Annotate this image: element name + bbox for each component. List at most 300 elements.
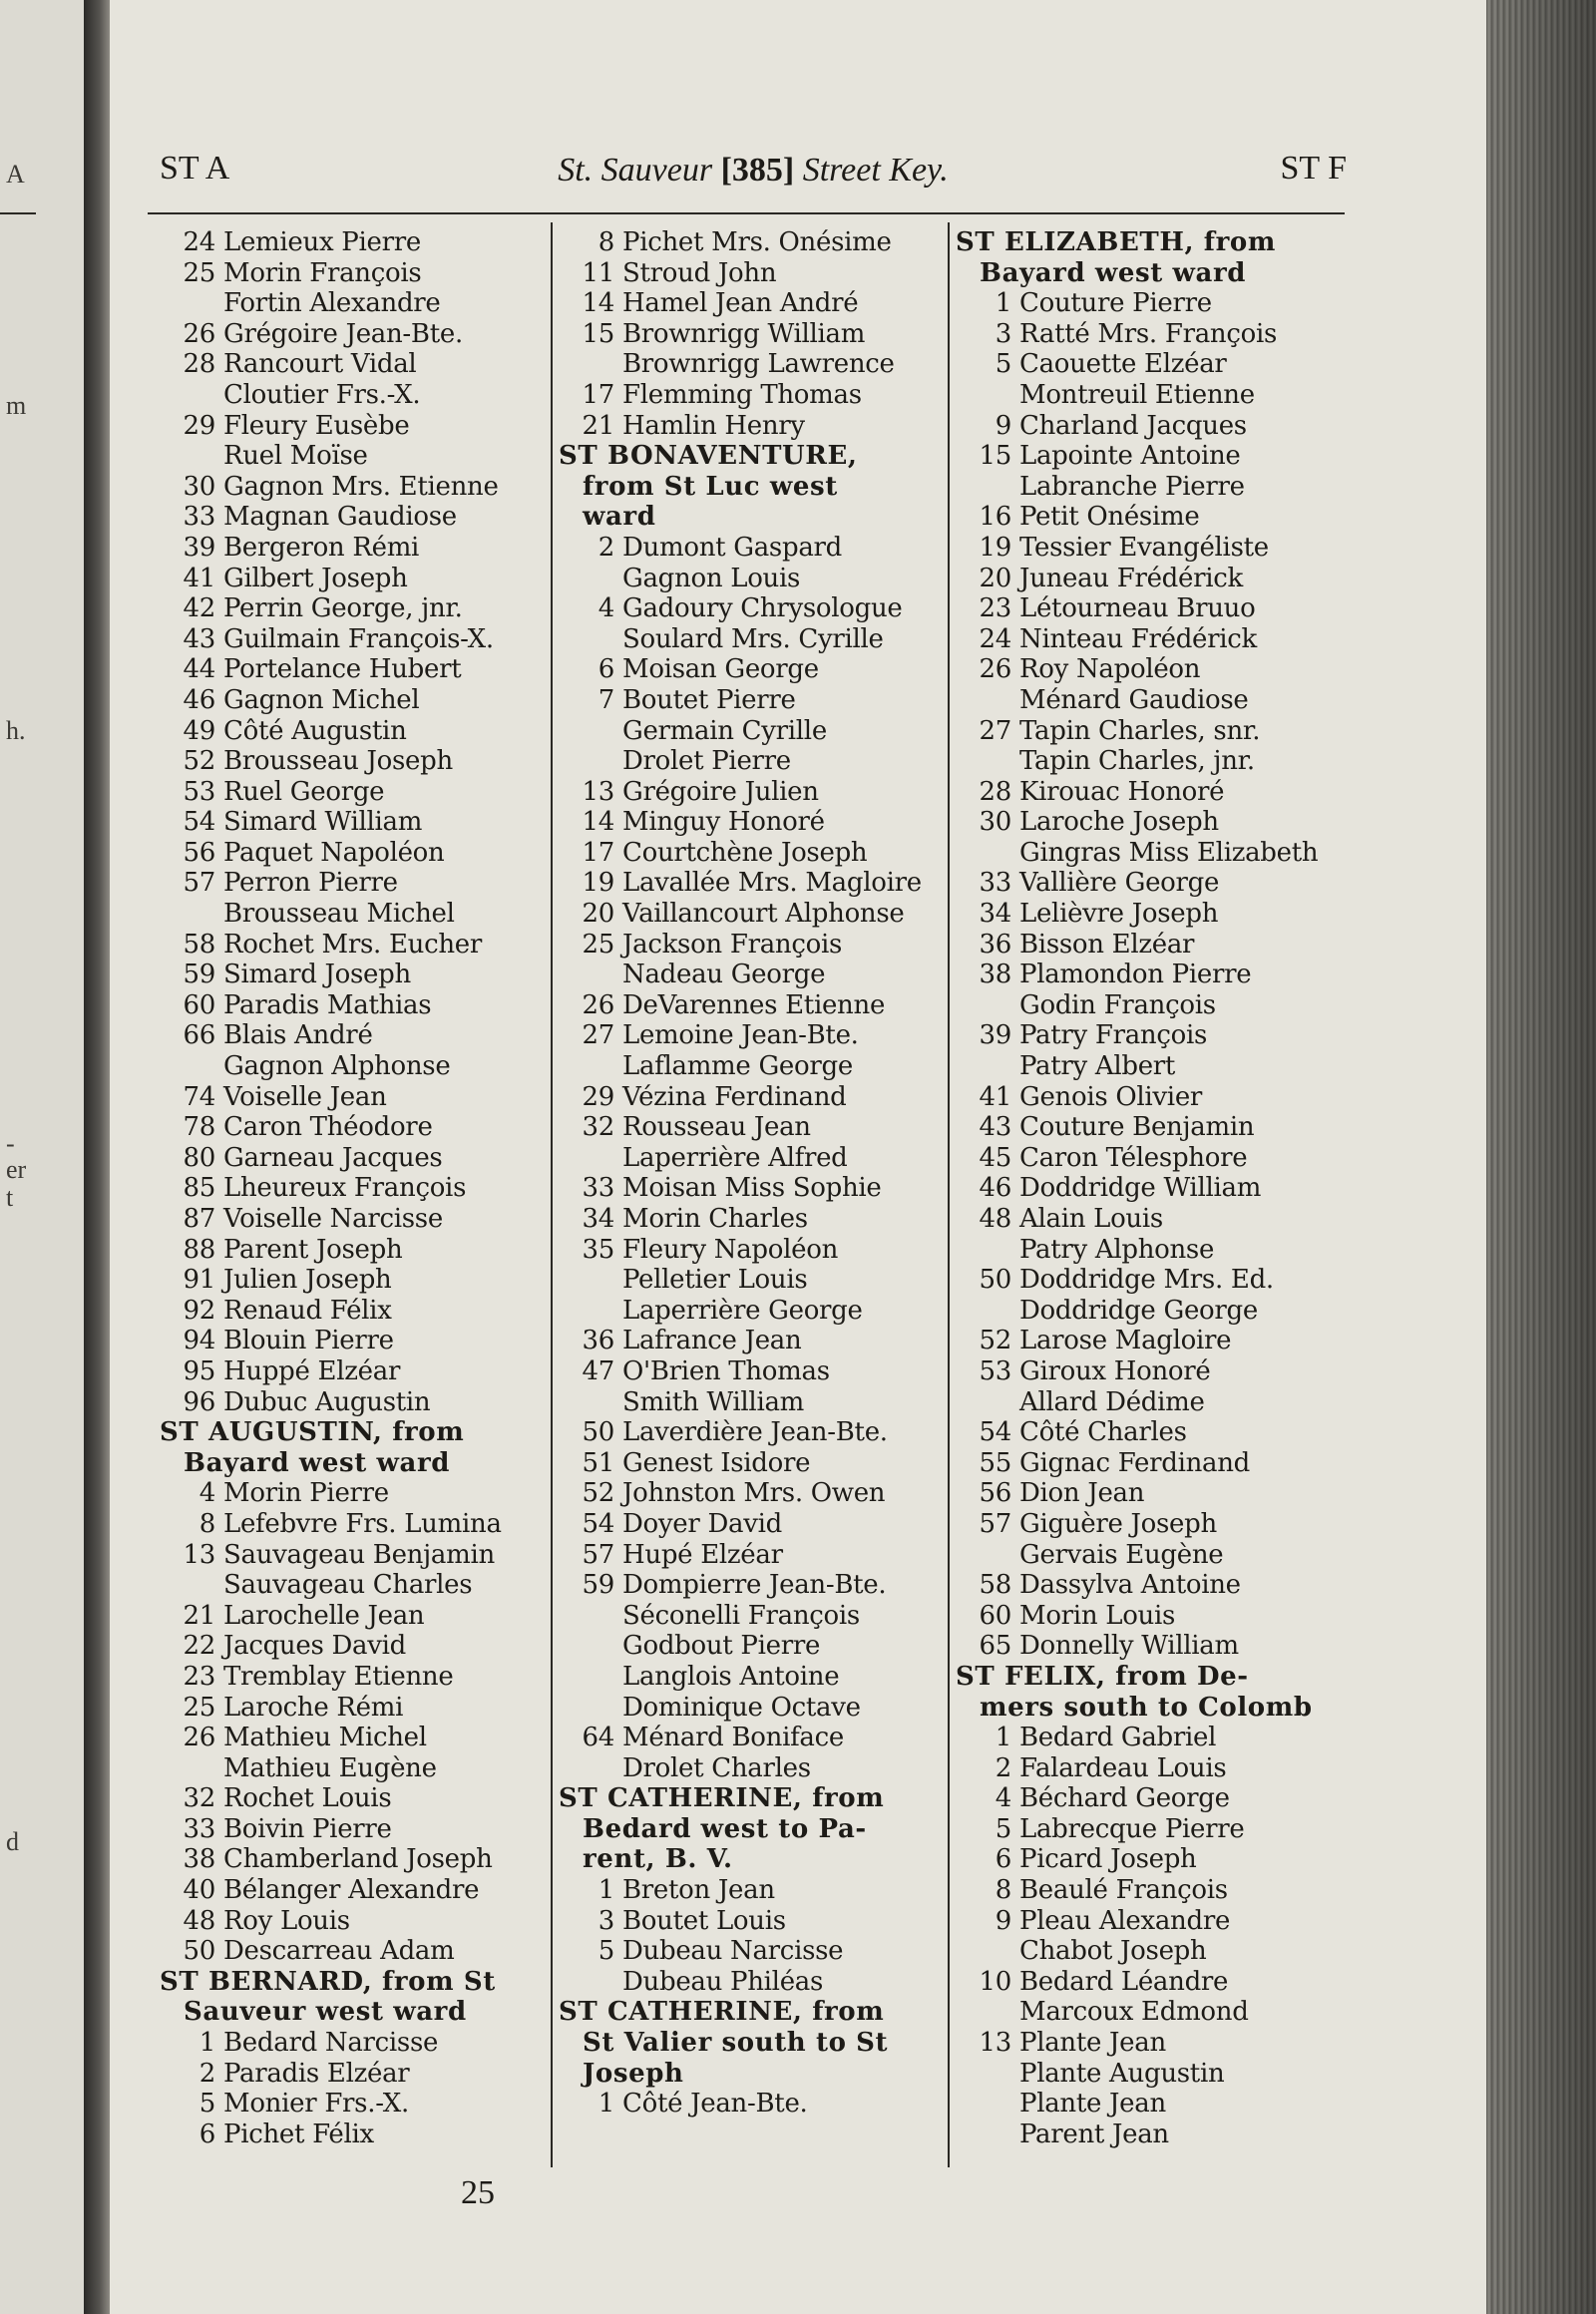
house-number: 15 — [582, 318, 614, 349]
resident-name: Vézina Ferdinand — [622, 1081, 847, 1112]
resident-entry — [160, 685, 549, 716]
house-number: 1 — [199, 2028, 215, 2059]
house-number: 91 — [183, 1265, 215, 1296]
street-heading: ward — [583, 502, 656, 533]
resident-name: Fortin Alexandre — [223, 288, 441, 319]
resident-name: Breton Jean — [622, 1875, 775, 1906]
resident-name: Huppé Elzéar — [223, 1355, 401, 1386]
house-number: 59 — [582, 1570, 614, 1601]
resident-entry — [160, 807, 549, 838]
house-number: 43 — [979, 1112, 1011, 1143]
resident-entry — [559, 349, 943, 380]
house-number: 26 — [979, 654, 1011, 685]
house-number: 48 — [183, 1905, 215, 1936]
house-number: 5 — [598, 1936, 614, 1967]
house-number: 4 — [995, 1783, 1011, 1814]
resident-entry — [956, 1235, 1345, 1266]
column-divider — [551, 222, 553, 2167]
resident-entry — [956, 1753, 1345, 1784]
resident-name: Perron Pierre — [223, 868, 398, 899]
resident-name: Vaillancourt Alphonse — [622, 899, 905, 930]
house-number: 1 — [995, 288, 1011, 319]
house-number: 33 — [183, 1813, 215, 1844]
house-number: 21 — [183, 1600, 215, 1631]
resident-name: Doyer David — [622, 1508, 782, 1539]
resident-entry — [160, 1693, 549, 1724]
house-number: 6 — [199, 2119, 215, 2149]
resident-name: Simard William — [223, 807, 423, 838]
house-number: 19 — [979, 532, 1011, 563]
house-number: 8 — [995, 1875, 1011, 1906]
resident-name: Godin François — [1019, 989, 1216, 1020]
house-number: 36 — [582, 1326, 614, 1356]
resident-entry — [956, 1783, 1345, 1814]
house-number: 57 — [979, 1508, 1011, 1539]
resident-name: Rochet Louis — [223, 1783, 392, 1814]
resident-name: Laroche Joseph — [1019, 807, 1219, 838]
house-number: 78 — [183, 1112, 215, 1143]
resident-entry — [956, 1051, 1345, 1082]
resident-name: Lapointe Antoine — [1019, 441, 1241, 472]
resident-name: Drolet Charles — [622, 1752, 811, 1783]
resident-entry — [956, 411, 1345, 442]
resident-entry — [160, 1844, 549, 1875]
house-number: 2 — [199, 2058, 215, 2089]
resident-entry — [956, 441, 1345, 472]
page-number: 25 — [461, 2174, 495, 2211]
resident-entry — [559, 716, 943, 747]
resident-entry — [956, 1204, 1345, 1235]
house-number: 9 — [995, 1905, 1011, 1936]
resident-name: Morin Louis — [1019, 1600, 1176, 1631]
resident-entry — [559, 1082, 943, 1113]
resident-name: Tapin Charles, jnr. — [1019, 746, 1255, 777]
street-heading: ST CATHERINE, from — [559, 1997, 885, 2028]
facing-page-fragment: er — [6, 1155, 27, 1184]
column-divider — [948, 222, 950, 2167]
resident-entry — [956, 1844, 1345, 1875]
resident-entry — [160, 990, 549, 1021]
resident-name: Gagnon Mrs. Etienne — [223, 471, 499, 502]
resident-name: Tremblay Etienne — [223, 1661, 454, 1692]
resident-entry — [559, 1662, 943, 1693]
resident-entry — [559, 1906, 943, 1937]
resident-entry — [559, 593, 943, 624]
house-number: 47 — [582, 1355, 614, 1386]
resident-name: Gagnon Louis — [622, 563, 801, 593]
resident-entry — [559, 1540, 943, 1571]
resident-name: Caron Télesphore — [1019, 1142, 1248, 1173]
resident-name: Fleury Eusèbe — [223, 410, 410, 441]
resident-name: Côté Charles — [1019, 1417, 1187, 1448]
header-left-key: ST A — [160, 150, 230, 187]
resident-name: Laverdière Jean-Bte. — [622, 1417, 888, 1448]
resident-name: Morin Charles — [622, 1204, 808, 1234]
resident-name: Ratté Mrs. François — [1019, 318, 1278, 349]
resident-name: Sauvageau Benjamin — [223, 1539, 495, 1570]
resident-name: Bélanger Alexandre — [223, 1875, 480, 1906]
resident-entry — [160, 1478, 549, 1509]
resident-name: Blais André — [223, 1020, 373, 1051]
house-number: 8 — [598, 227, 614, 257]
resident-name: Gignac Ferdinand — [1019, 1447, 1251, 1478]
resident-name: Bisson Elzéar — [1019, 929, 1195, 960]
resident-name: Marcoux Edmond — [1019, 1997, 1249, 2028]
house-number: 1 — [995, 1723, 1011, 1753]
resident-name: Hupé Elzéar — [622, 1539, 783, 1570]
resident-entry — [559, 1601, 943, 1632]
resident-name: Hamlin Henry — [622, 410, 805, 441]
house-number: 4 — [598, 593, 614, 624]
resident-entry — [160, 1936, 549, 1967]
resident-name: Lavallée Mrs. Magloire — [622, 868, 922, 899]
house-number: 10 — [979, 1966, 1011, 1997]
resident-name: Brousseau Joseph — [223, 746, 453, 777]
resident-name: Grégoire Jean-Bte. — [223, 318, 463, 349]
resident-name: Bedard Gabriel — [1019, 1723, 1217, 1753]
resident-entry — [160, 1265, 549, 1296]
house-number: 40 — [183, 1875, 215, 1906]
resident-entry — [160, 1906, 549, 1937]
house-number: 5 — [995, 349, 1011, 380]
house-number: 60 — [979, 1600, 1011, 1631]
resident-name: Paradis Mathias — [223, 989, 432, 1020]
house-number: 27 — [582, 1020, 614, 1051]
resident-entry — [956, 1723, 1345, 1753]
house-number: 46 — [183, 684, 215, 715]
resident-name: Mathieu Michel — [223, 1723, 427, 1753]
resident-name: Dassylva Antoine — [1019, 1570, 1241, 1601]
street-heading: St Valier south to St — [583, 2028, 889, 2059]
resident-entry — [559, 1235, 943, 1266]
facing-page-fragment: m — [6, 391, 27, 420]
house-number: 20 — [979, 563, 1011, 593]
street-heading: ST AUGUSTIN, from — [160, 1417, 465, 1448]
house-number: 85 — [183, 1173, 215, 1204]
resident-entry — [956, 716, 1345, 747]
house-number: 25 — [183, 257, 215, 288]
resident-name: Sauvageau Charles — [223, 1570, 473, 1601]
resident-entry — [160, 1783, 549, 1814]
resident-entry — [160, 868, 549, 899]
resident-name: Plante Augustin — [1019, 2058, 1225, 2089]
resident-entry — [160, 1753, 549, 1784]
resident-name: Létourneau Bruuo — [1019, 593, 1256, 624]
house-number: 41 — [979, 1081, 1011, 1112]
resident-name: Plante Jean — [1019, 2089, 1166, 2120]
resident-name: Morin Pierre — [223, 1478, 389, 1509]
house-number: 29 — [582, 1081, 614, 1112]
house-number: 49 — [183, 715, 215, 746]
resident-entry — [160, 1082, 549, 1113]
resident-entry — [160, 1051, 549, 1082]
house-number: 17 — [582, 837, 614, 868]
resident-name: Beaulé François — [1019, 1875, 1228, 1906]
resident-name: Grégoire Julien — [622, 776, 819, 807]
header-title — [160, 152, 1347, 190]
resident-name: Dompierre Jean-Bte. — [622, 1570, 887, 1601]
house-number: 74 — [183, 1081, 215, 1112]
house-number: 20 — [582, 899, 614, 930]
resident-name: Johnston Mrs. Owen — [622, 1478, 886, 1509]
house-number: 13 — [979, 2028, 1011, 2059]
header-title-part: Street Key. — [802, 152, 949, 189]
resident-entry — [956, 777, 1345, 808]
resident-name: Simard Joseph — [223, 960, 411, 990]
resident-name: Stroud John — [622, 257, 777, 288]
street-heading: mers south to Colomb — [980, 1692, 1313, 1723]
resident-entry — [956, 349, 1345, 380]
resident-name: Pelletier Louis — [622, 1265, 808, 1296]
house-number: 55 — [979, 1447, 1011, 1478]
resident-entry — [559, 1693, 943, 1724]
resident-name: Gadoury Chrysologue — [622, 593, 903, 624]
resident-name: Voiselle Jean — [223, 1081, 387, 1112]
resident-entry — [559, 1967, 943, 1998]
resident-name: Renaud Félix — [223, 1295, 392, 1326]
resident-entry — [559, 1509, 943, 1540]
resident-name: Allard Dédime — [1019, 1386, 1205, 1417]
house-number: 53 — [183, 776, 215, 807]
resident-entry — [559, 2089, 943, 2120]
resident-name: Gilbert Joseph — [223, 563, 408, 593]
street-heading: ST ELIZABETH, from — [956, 227, 1276, 257]
resident-entry — [160, 1173, 549, 1204]
resident-name: Jackson François — [622, 929, 843, 960]
resident-entry — [956, 288, 1345, 319]
house-number: 11 — [582, 257, 614, 288]
resident-name: Séconelli François — [622, 1600, 860, 1631]
resident-entry — [160, 1631, 549, 1662]
resident-name: Larochelle Jean — [223, 1600, 425, 1631]
house-number: 7 — [598, 684, 614, 715]
resident-entry — [160, 2120, 549, 2150]
resident-entry — [559, 533, 943, 564]
resident-entry — [559, 1356, 943, 1387]
resident-entry — [956, 1265, 1345, 1296]
resident-entry — [559, 1143, 943, 1174]
resident-name: Gagnon Alphonse — [223, 1051, 451, 1082]
column-1 — [160, 227, 549, 2149]
house-number: 3 — [995, 318, 1011, 349]
resident-entry — [160, 1601, 549, 1632]
page-edges — [1486, 0, 1596, 2314]
resident-name: Godbout Pierre — [622, 1631, 821, 1662]
street-heading: ST CATHERINE, from — [559, 1783, 885, 1814]
resident-entry — [160, 1509, 549, 1540]
resident-entry — [160, 319, 549, 350]
resident-name: Caron Théodore — [223, 1112, 433, 1143]
resident-name: Laflamme George — [622, 1051, 853, 1082]
house-number: 44 — [183, 654, 215, 685]
house-number: 64 — [582, 1723, 614, 1753]
resident-entry — [160, 380, 549, 411]
house-number: 66 — [183, 1020, 215, 1051]
resident-entry — [559, 380, 943, 411]
resident-entry — [956, 502, 1345, 533]
resident-name: Moisan George — [622, 654, 819, 685]
resident-name: Laperrière George — [622, 1295, 863, 1326]
house-number: 36 — [979, 929, 1011, 960]
street-heading: Bedard west to Pa- — [583, 1813, 867, 1844]
resident-name: Côté Jean-Bte. — [622, 2089, 808, 2120]
resident-name: Laroche Rémi — [223, 1692, 404, 1723]
resident-entry — [160, 564, 549, 594]
house-number: 80 — [183, 1142, 215, 1173]
house-number: 4 — [199, 1478, 215, 1509]
house-number: 14 — [582, 807, 614, 838]
resident-entry — [559, 1387, 943, 1418]
resident-name: Caouette Elzéar — [1019, 349, 1227, 380]
resident-entry — [160, 593, 549, 624]
resident-name: Picard Joseph — [1019, 1844, 1197, 1875]
house-number: 45 — [979, 1142, 1011, 1173]
header-rule — [148, 212, 1345, 214]
resident-name: Ninteau Frédérick — [1019, 623, 1258, 654]
resident-name: Falardeau Louis — [1019, 1752, 1227, 1783]
resident-name: Portelance Hubert — [223, 654, 462, 685]
resident-name: Roy Louis — [223, 1905, 350, 1936]
resident-entry — [559, 227, 943, 258]
house-number: 1 — [598, 2089, 614, 2120]
house-number: 29 — [183, 410, 215, 441]
resident-entry — [956, 1814, 1345, 1845]
house-number: 56 — [979, 1478, 1011, 1509]
house-number: 54 — [183, 807, 215, 838]
resident-entry — [559, 777, 943, 808]
resident-entry — [956, 746, 1345, 777]
resident-entry — [559, 654, 943, 685]
resident-name: Blouin Pierre — [223, 1326, 394, 1356]
resident-entry — [160, 716, 549, 747]
resident-name: Courtchène Joseph — [622, 837, 868, 868]
resident-name: Lafrance Jean — [622, 1326, 802, 1356]
resident-entry — [956, 1540, 1345, 1571]
resident-entry — [956, 2028, 1345, 2059]
resident-name: Boutet Pierre — [622, 684, 796, 715]
resident-name: Monier Frs.-X. — [223, 2089, 409, 2120]
house-number: 33 — [183, 502, 215, 533]
resident-entry — [160, 1540, 549, 1571]
resident-entry — [559, 746, 943, 777]
resident-name: Boutet Louis — [622, 1905, 786, 1936]
resident-name: Giguère Joseph — [1019, 1508, 1217, 1539]
resident-name: Donnelly William — [1019, 1631, 1239, 1662]
resident-entry — [559, 1723, 943, 1753]
house-number: 46 — [979, 1173, 1011, 1204]
resident-entry — [160, 1814, 549, 1845]
resident-name: Langlois Antoine — [622, 1661, 840, 1692]
resident-name: Laperrière Alfred — [622, 1142, 848, 1173]
resident-entry — [956, 807, 1345, 838]
resident-name: Genest Isidore — [622, 1447, 811, 1478]
resident-entry — [956, 1967, 1345, 1998]
resident-entry — [956, 1356, 1345, 1387]
resident-entry — [956, 472, 1345, 503]
resident-name: Mathieu Eugène — [223, 1752, 437, 1783]
resident-name: Kirouac Honoré — [1019, 776, 1225, 807]
resident-entry — [956, 1631, 1345, 1662]
resident-entry — [160, 624, 549, 655]
resident-entry — [956, 868, 1345, 899]
resident-entry — [160, 960, 549, 990]
resident-name: Perrin George, jnr. — [223, 593, 463, 624]
resident-name: Pleau Alexandre — [1019, 1905, 1231, 1936]
house-number: 25 — [582, 929, 614, 960]
resident-name: Parent Joseph — [223, 1234, 403, 1265]
resident-entry — [160, 1296, 549, 1327]
house-number: 48 — [979, 1204, 1011, 1234]
house-number: 38 — [979, 960, 1011, 990]
resident-name: Germain Cyrille — [622, 715, 827, 746]
resident-name: Garneau Jacques — [223, 1142, 443, 1173]
resident-entry — [956, 1448, 1345, 1479]
house-number: 92 — [183, 1295, 215, 1326]
resident-name: Vallière George — [1019, 868, 1220, 899]
resident-entry — [160, 288, 549, 319]
house-number: 57 — [183, 868, 215, 899]
resident-entry — [559, 1753, 943, 1784]
resident-entry — [559, 288, 943, 319]
resident-name: Bergeron Rémi — [223, 532, 420, 563]
resident-entry — [956, 319, 1345, 350]
resident-entry — [160, 899, 549, 930]
resident-entry — [160, 1112, 549, 1143]
street-heading: rent, B. V. — [583, 1844, 733, 1875]
resident-entry — [559, 564, 943, 594]
house-number: 30 — [183, 471, 215, 502]
resident-name: Nadeau George — [622, 960, 826, 990]
house-number: 57 — [582, 1539, 614, 1570]
resident-entry — [956, 685, 1345, 716]
street-heading: Bayard west ward — [184, 1447, 451, 1478]
resident-name: Julien Joseph — [223, 1265, 392, 1296]
resident-entry — [956, 533, 1345, 564]
running-header — [160, 150, 1347, 199]
resident-entry — [559, 1478, 943, 1509]
resident-name: Roy Napoléon — [1019, 654, 1201, 685]
resident-name: Juneau Frédérick — [1019, 563, 1243, 593]
house-number: 17 — [582, 379, 614, 410]
resident-entry — [559, 1875, 943, 1906]
resident-name: Morin François — [223, 257, 422, 288]
house-number: 33 — [582, 1173, 614, 1204]
house-number: 39 — [979, 1020, 1011, 1051]
resident-entry — [559, 1296, 943, 1327]
house-number: 87 — [183, 1204, 215, 1234]
resident-entry — [559, 1631, 943, 1662]
resident-name: Montreuil Etienne — [1019, 379, 1255, 410]
resident-name: DeVarennes Etienne — [622, 989, 886, 1020]
house-number: 34 — [979, 899, 1011, 930]
resident-entry — [956, 1326, 1345, 1356]
resident-name: Genois Olivier — [1019, 1081, 1203, 1112]
street-heading: Bayard west ward — [980, 257, 1247, 288]
resident-name: Brownrigg Lawrence — [622, 349, 895, 380]
resident-entry — [160, 1020, 549, 1051]
header-title-part: St. Sauveur — [558, 152, 713, 189]
house-number: 34 — [582, 1204, 614, 1234]
resident-name: Pichet Mrs. Onésime — [622, 227, 892, 257]
resident-entry — [559, 1051, 943, 1082]
resident-entry — [956, 1509, 1345, 1540]
house-number: 58 — [979, 1570, 1011, 1601]
resident-entry — [160, 1875, 549, 1906]
resident-name: Dion Jean — [1019, 1478, 1145, 1509]
house-number: 16 — [979, 502, 1011, 533]
resident-entry — [559, 624, 943, 655]
resident-entry — [160, 472, 549, 503]
